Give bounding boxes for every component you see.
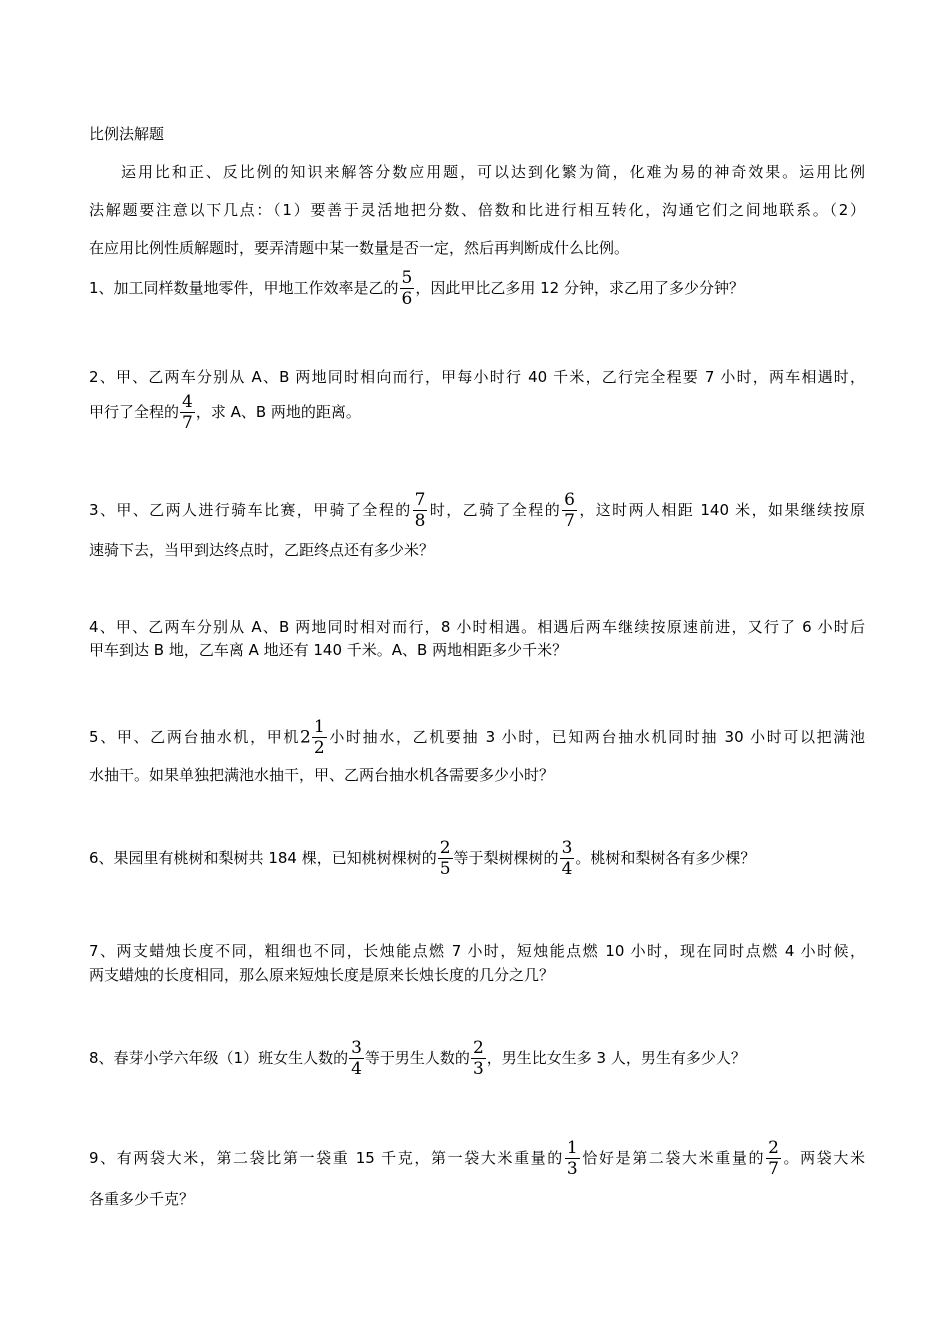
fraction-numerator: 5 <box>401 268 413 288</box>
fraction-numerator: 6 <box>564 490 575 510</box>
problem-1-text-a: 1、加工同样数量地零件，甲地工作效率是乙的 <box>89 279 399 297</box>
fraction-denominator: 5 <box>439 859 451 879</box>
problem-3-text-c: ，这时两人相距 140 米，如果继续按原 <box>577 501 865 519</box>
problem-3-text-a: 3、甲、乙两人进行骑车比赛，甲骑了全程的 <box>89 501 412 519</box>
fraction <box>565 1138 580 1179</box>
fraction-denominator: 7 <box>768 1159 779 1179</box>
fraction-denominator: 8 <box>414 511 426 531</box>
fraction-numerator: 4 <box>182 392 193 412</box>
problem-6 <box>89 838 755 879</box>
fraction <box>180 392 195 433</box>
problem-7-line-2: 两支蜡烛的长度相同，那么原来短烛长度是原来长烛长度的几分之几？ <box>89 966 555 984</box>
fraction-denominator: 4 <box>561 859 573 879</box>
fraction <box>438 838 453 879</box>
fraction-denominator: 3 <box>566 1159 578 1179</box>
fraction-numerator: 1 <box>313 717 325 737</box>
fraction-numerator: 3 <box>561 838 573 858</box>
document-title: 比例法解题 <box>89 125 165 143</box>
problem-3-text-b: 时，乙骑了全程的 <box>428 501 562 519</box>
fraction <box>471 1038 486 1079</box>
problem-1 <box>89 268 744 309</box>
fraction <box>400 268 415 309</box>
fraction-denominator: 3 <box>472 1059 484 1079</box>
problem-3-line-1 <box>89 490 865 531</box>
fraction-numerator: 1 <box>566 1138 578 1158</box>
fraction-denominator: 6 <box>401 289 413 309</box>
fraction <box>560 838 575 879</box>
fraction <box>766 1138 781 1179</box>
problem-4-line-1: 4、甲、乙两车分别从 A、B 两地同时相对而行，8 小时相遇。相遇后两车继续按原速前进，又行了 6 小时后 <box>89 618 865 636</box>
problem-8-text-c: ，男生比女生多 3 人，男生有多少人？ <box>486 1049 746 1067</box>
fraction-denominator: 4 <box>351 1059 362 1079</box>
problem-2-text-a: 甲行了全程的 <box>89 403 180 421</box>
fraction-denominator: 7 <box>564 511 575 531</box>
problem-7-line-1: 7、两支蜡烛长度不同，粗细也不同，长烛能点燃 7 小时，短烛能点燃 10 小时，现在同时点燃 4 小时候， <box>89 942 865 960</box>
fraction-numerator: 2 <box>768 1138 779 1158</box>
mixed-number-whole: 2 <box>300 727 311 748</box>
fraction-denominator: 2 <box>313 738 325 758</box>
fraction <box>349 1038 364 1079</box>
problem-5-text-b: 小时抽水，乙机要抽 3 小时，已知两台抽水机同时抽 30 小时可以把满池 <box>327 728 865 746</box>
problem-2-text-b: ，求 A、B 两地的距离。 <box>195 403 361 421</box>
fraction-numerator: 2 <box>472 1038 484 1058</box>
problem-6-text-b: 等于梨树棵树的 <box>453 849 559 867</box>
problem-5-line-2: 水抽干。如果单独把满池水抽干，甲、乙两台抽水机各需要多少小时？ <box>89 766 555 784</box>
problem-4-line-2: 甲车到达 B 地，乙车离 A 地还有 140 千米。A、B 两地相距多少千米？ <box>89 641 568 659</box>
problem-5-text-a: 5、甲、乙两台抽水机，甲机 <box>89 728 301 746</box>
intro-line-2: 法解题要注意以下几点：（1）要善于灵活地把分数、倍数和比进行相互转化，沟通它们之间地联系。（2） <box>89 201 865 219</box>
problem-9-text-b: 恰好是第二袋大米重量的 <box>580 1149 766 1167</box>
problem-8-text-b: 等于男生人数的 <box>364 1049 470 1067</box>
intro-line-1: 运用比和正、反比例的知识来解答分数应用题，可以达到化繁为简，化难为易的神奇效果。运用比例 <box>121 163 865 181</box>
problem-1-text-b: ，因此甲比乙多用 12 分钟，求乙用了多少分钟？ <box>415 279 745 297</box>
fraction-numerator: 7 <box>414 490 426 510</box>
problem-9-text-a: 9、有两袋大米，第二袋比第一袋重 15 千克，第一袋大米重量的 <box>89 1149 564 1167</box>
problem-8 <box>89 1038 746 1079</box>
problem-9-text-c: 。两袋大米 <box>781 1149 865 1167</box>
problem-6-text-a: 6、果园里有桃树和梨树共 184 棵，已知桃树棵树的 <box>89 849 437 867</box>
fraction-numerator: 2 <box>439 838 451 858</box>
problem-8-text-a: 8、春芽小学六年级（1）班女生人数的 <box>89 1049 349 1067</box>
problem-9-line-1 <box>89 1138 865 1179</box>
problem-5-line-1 <box>89 717 865 758</box>
problem-2-line-1: 2、甲、乙两车分别从 A、B 两地同时相向而行，甲每小时行 40 千米，乙行完全程要 7 小时，两车相遇时， <box>89 368 865 386</box>
fraction-denominator: 7 <box>182 413 193 433</box>
fraction <box>562 490 577 531</box>
intro-line-3: 在应用比例性质解题时，要弄清题中某一数量是否一定，然后再判断成什么比例。 <box>89 239 630 257</box>
fraction <box>312 717 327 758</box>
fraction <box>413 490 428 531</box>
problem-9-line-2: 各重多少千克？ <box>89 1190 195 1208</box>
fraction-numerator: 3 <box>351 1038 362 1058</box>
problem-6-text-c: 。桃树和梨树各有多少棵？ <box>575 849 756 867</box>
problem-2-line-2 <box>89 392 361 433</box>
problem-3-line-2: 速骑下去，当甲到达终点时，乙距终点还有多少米？ <box>89 541 435 559</box>
